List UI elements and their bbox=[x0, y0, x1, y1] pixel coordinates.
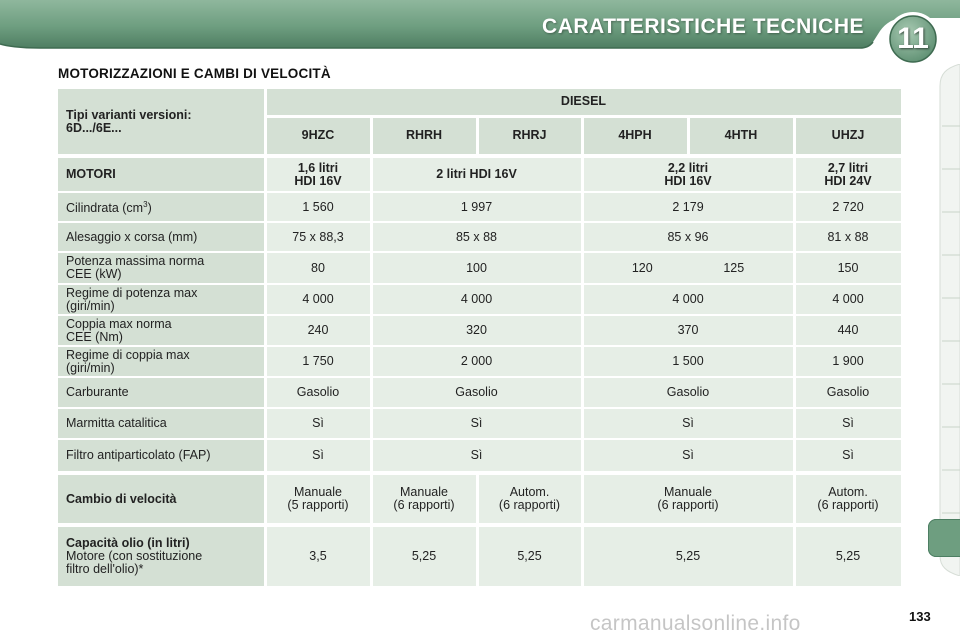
spec-value: Sì bbox=[794, 439, 902, 473]
spec-value: 2 720 bbox=[794, 192, 902, 222]
gearbox-value bbox=[265, 473, 371, 525]
spec-label bbox=[58, 284, 265, 315]
spec-label-text: Cilindrata (cm bbox=[66, 201, 144, 216]
spec-label: Marmitta catalitica bbox=[58, 408, 265, 439]
engine-name-line: 2 litri HDI 16V bbox=[436, 167, 517, 181]
spec-value: 125 bbox=[723, 260, 745, 275]
spec-label: Filtro antiparticolato (FAP) bbox=[58, 439, 265, 473]
spec-label-text: Potenza massima norma bbox=[66, 254, 205, 268]
oil-capacity-value: 5,25 bbox=[794, 525, 902, 587]
oil-capacity-value: 3,5 bbox=[265, 525, 371, 587]
spec-value: 150 bbox=[794, 252, 902, 284]
spec-label-text: ) bbox=[147, 201, 152, 216]
version-header: UHZJ bbox=[794, 116, 902, 156]
variant-label-line: 6D.../6E... bbox=[66, 120, 122, 135]
spec-value: 240 bbox=[265, 315, 371, 346]
oil-capacity-text: Motore (con sostituzione bbox=[66, 549, 203, 563]
spec-value: 100 bbox=[371, 252, 582, 284]
gearbox-type: Manuale bbox=[294, 485, 342, 499]
chapter-title: CARATTERISTICHE TECNICHE bbox=[542, 15, 864, 38]
side-tab-chapter-11[interactable] bbox=[928, 519, 960, 557]
gearbox-ratios: (6 rapporti) bbox=[657, 498, 719, 512]
gearbox-ratios: (5 rapporti) bbox=[287, 498, 349, 512]
oil-capacity-text: filtro dell'olio)* bbox=[66, 562, 144, 576]
spec-value: 4 000 bbox=[794, 284, 902, 315]
oil-capacity-value: 5,25 bbox=[582, 525, 794, 587]
gearbox-ratios: (6 rapporti) bbox=[498, 498, 561, 512]
engine-name-line: HDI 24V bbox=[824, 173, 872, 188]
section-heading: MOTORIZZAZIONI E CAMBI DI VELOCITÀ bbox=[58, 66, 331, 81]
gearbox-value bbox=[582, 473, 794, 525]
variant-corner-label bbox=[58, 89, 265, 156]
engine-name-line: 2,7 litri bbox=[827, 160, 869, 175]
engine-name-line: HDI 16V bbox=[664, 173, 712, 188]
spec-label-text: (giri/min) bbox=[66, 360, 115, 375]
version-header: RHRH bbox=[371, 116, 477, 156]
spec-label-text: Regime di potenza max bbox=[66, 285, 198, 300]
engines-label: MOTORI bbox=[58, 156, 265, 192]
spec-value: 1 750 bbox=[265, 346, 371, 377]
spec-label-text: (giri/min) bbox=[66, 298, 115, 313]
spec-value: 4 000 bbox=[265, 284, 371, 315]
chapter-number: 11 bbox=[897, 22, 929, 55]
spec-value: Sì bbox=[371, 439, 582, 473]
spec-value: 2 000 bbox=[371, 346, 582, 377]
oil-capacity-title: Capacità olio (in litri) bbox=[66, 536, 190, 550]
chapter-badge bbox=[884, 10, 942, 68]
spec-value: 4 000 bbox=[582, 284, 794, 315]
spec-value: Sì bbox=[265, 408, 371, 439]
engine-name-line: 2,2 litri bbox=[667, 160, 709, 175]
spec-label-text: CEE (kW) bbox=[66, 267, 122, 281]
spec-label: Carburante bbox=[58, 377, 265, 408]
engine-name-cell bbox=[265, 156, 371, 192]
page-number: 133 bbox=[909, 609, 931, 624]
oil-capacity-label bbox=[58, 525, 265, 587]
spec-value: 2 179 bbox=[582, 192, 794, 222]
side-tab-strip bbox=[926, 64, 960, 576]
version-header: RHRJ bbox=[477, 116, 582, 156]
oil-capacity-value: 5,25 bbox=[477, 525, 582, 587]
spec-label-text: Coppia max norma bbox=[66, 316, 172, 331]
spec-value: 1 500 bbox=[582, 346, 794, 377]
spec-label bbox=[58, 192, 265, 222]
version-header: 4HPH bbox=[582, 116, 688, 156]
spec-value: Gasolio bbox=[265, 377, 371, 408]
spec-value: Gasolio bbox=[794, 377, 902, 408]
gearbox-ratios: (6 rapporti) bbox=[393, 498, 455, 512]
spec-label-text: CEE (Nm) bbox=[66, 329, 123, 344]
spec-label-text: Regime di coppia max bbox=[66, 347, 190, 362]
engine-spec-table bbox=[58, 89, 904, 588]
version-header: 9HZC bbox=[265, 116, 371, 156]
superscript: 3 bbox=[143, 200, 148, 210]
spec-value-split bbox=[582, 252, 794, 284]
engine-name-line: 1,6 litri bbox=[297, 160, 339, 175]
gearbox-value bbox=[371, 473, 477, 525]
version-header: 4HTH bbox=[688, 116, 794, 156]
spec-value: 85 x 88 bbox=[371, 222, 582, 252]
gearbox-type: Manuale bbox=[400, 485, 448, 499]
gearbox-label: Cambio di velocità bbox=[58, 473, 265, 525]
spec-value: Gasolio bbox=[582, 377, 794, 408]
spec-value: 440 bbox=[794, 315, 902, 346]
variant-label-line: Tipi varianti versioni: bbox=[66, 107, 192, 122]
engine-name-cell bbox=[371, 156, 582, 192]
spec-value: 370 bbox=[582, 315, 794, 346]
engine-name-cell bbox=[582, 156, 794, 192]
spec-label bbox=[58, 346, 265, 377]
spec-value: 81 x 88 bbox=[794, 222, 902, 252]
fuel-group-header: DIESEL bbox=[265, 89, 902, 116]
spec-value: 1 900 bbox=[794, 346, 902, 377]
spec-value: 320 bbox=[371, 315, 582, 346]
spec-value: Sì bbox=[265, 439, 371, 473]
spec-value: 85 x 96 bbox=[582, 222, 794, 252]
spec-label bbox=[58, 315, 265, 346]
gearbox-ratios: (6 rapporti) bbox=[817, 498, 879, 512]
spec-value: 1 560 bbox=[265, 192, 371, 222]
gearbox-type: Autom. bbox=[509, 485, 550, 499]
gearbox-type: Autom. bbox=[828, 485, 868, 499]
gearbox-value bbox=[794, 473, 902, 525]
watermark: carmanualsonline.info bbox=[590, 612, 801, 635]
spec-value: 1 997 bbox=[371, 192, 582, 222]
spec-value: Sì bbox=[371, 408, 582, 439]
gearbox-value bbox=[477, 473, 582, 525]
spec-label: Alesaggio x corsa (mm) bbox=[58, 222, 265, 252]
gearbox-type: Manuale bbox=[664, 485, 712, 499]
engine-name-cell bbox=[794, 156, 902, 192]
spec-value: 120 bbox=[631, 260, 653, 275]
spec-value: Gasolio bbox=[371, 377, 582, 408]
spec-label bbox=[58, 252, 265, 284]
spec-value: Sì bbox=[582, 408, 794, 439]
oil-capacity-value: 5,25 bbox=[371, 525, 477, 587]
spec-value: 75 x 88,3 bbox=[265, 222, 371, 252]
spec-value: Sì bbox=[794, 408, 902, 439]
spec-value: 4 000 bbox=[371, 284, 582, 315]
spec-value: 80 bbox=[265, 252, 371, 284]
engine-name-line: HDI 16V bbox=[294, 173, 342, 188]
spec-value: Sì bbox=[582, 439, 794, 473]
